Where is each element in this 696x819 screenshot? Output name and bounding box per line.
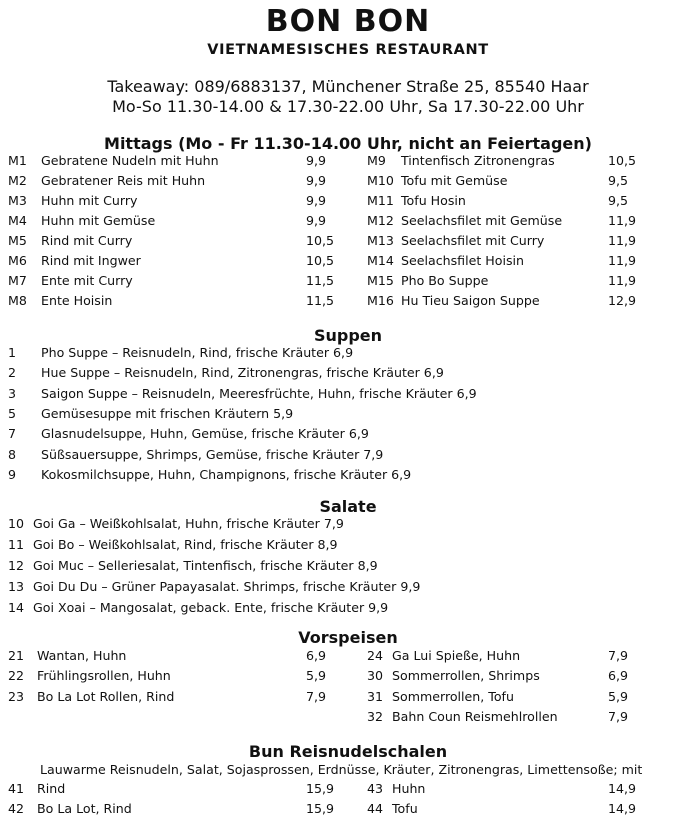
menu-item-code: M15 (367, 273, 394, 288)
menu-item (0, 779, 696, 799)
menu-item (0, 191, 696, 211)
menu-item-text: Goi Muc – Selleriesalat, Tintenfisch, frische Kräuter 8,9 (33, 558, 378, 573)
menu-item-name: Bahn Coun Reismehlrollen (392, 708, 558, 724)
menu-item-text: Süßsauersuppe, Shrimps, Gemüse, frische Kräuter 7,9 (41, 446, 384, 462)
menu-item-name: Ente mit Curry (41, 273, 133, 288)
section-title-salate: Salate (319, 497, 377, 516)
menu-item-price: 9,9 (306, 193, 327, 208)
menu-item-price: 11,9 (608, 233, 637, 248)
menu-item-name: Frühlingsrollen, Huhn (37, 668, 171, 684)
menu-item-price: 5,9 (306, 668, 327, 684)
menu-item-price: 11,9 (608, 273, 637, 288)
menu-item (0, 424, 696, 444)
menu-item (0, 666, 696, 686)
menu-item-code: 10 (8, 516, 25, 531)
menu-item-name: Gebratener Reis mit Huhn (41, 173, 206, 188)
menu-item-price: 11,5 (306, 273, 335, 288)
menu-item-price: 11,9 (608, 213, 637, 228)
menu-item-code: M12 (367, 213, 394, 228)
menu-item-text: Hue Suppe – Reisnudeln, Rind, Zitronengras, frische Kräuter 6,9 (41, 365, 444, 381)
menu-item-text: Glasnudelsuppe, Huhn, Gemüse, frische Kräuter 6,9 (41, 426, 369, 442)
menu-item-code: M11 (367, 193, 394, 208)
bun-description: Lauwarme Reisnudeln, Salat, Sojasprossen, Erdnüsse, Kräuter, Zitronengras, Limettensoße; mit (40, 762, 643, 777)
menu-item-price: 5,9 (608, 688, 629, 704)
menu-item-name: Ente Hoisin (41, 293, 113, 308)
menu-item-code: 7 (8, 426, 17, 442)
menu-item-code: M14 (367, 253, 394, 268)
menu-item-price: 9,9 (306, 173, 327, 188)
menu-item-code: 24 (367, 648, 384, 663)
menu-item-name: Pho Bo Suppe (401, 273, 489, 288)
menu-item (0, 251, 696, 271)
menu-item-price: 10,5 (306, 233, 335, 248)
menu-item-code: 23 (8, 688, 25, 704)
menu-item-name: Bo La Lot Rollen, Rind (37, 688, 175, 704)
menu-item-name: Huhn mit Curry (41, 193, 138, 208)
menu-item-code: M3 (8, 193, 27, 208)
menu-item (0, 445, 696, 465)
menu-item-code: 43 (367, 781, 384, 796)
menu-item-name: Rind (37, 781, 66, 796)
menu-item-price: 6,9 (306, 648, 327, 663)
menu-item-code: 12 (8, 558, 25, 573)
menu-item (0, 171, 696, 191)
menu-item-text: Pho Suppe – Reisnudeln, Rind, frische Kräuter 6,9 (41, 345, 354, 360)
menu-item (0, 404, 696, 424)
menu-item (0, 687, 696, 707)
menu-item-name: Seelachsfilet mit Curry (401, 233, 545, 248)
menu-item-name: Tofu Hosin (401, 193, 466, 208)
menu-item-price: 9,5 (608, 193, 629, 208)
menu-item-price: 7,9 (608, 648, 629, 663)
menu-item (0, 707, 696, 727)
menu-item (0, 577, 696, 597)
menu-item (0, 514, 696, 534)
menu-item-code: 30 (367, 668, 384, 684)
menu-item-name: Sommerrollen, Tofu (392, 688, 514, 704)
menu-item-name: Tintenfisch Zitronengras (401, 153, 555, 168)
menu-item-price: 7,9 (306, 688, 327, 704)
menu-item-code: 1 (8, 345, 17, 360)
menu-item-price: 10,5 (608, 153, 637, 168)
menu-item-code: 5 (8, 405, 17, 421)
menu-item-price: 15,9 (306, 781, 335, 796)
menu-item-code: 22 (8, 668, 25, 684)
menu-item-name: Rind mit Curry (41, 233, 133, 248)
menu-item-price: 9,9 (306, 153, 327, 168)
menu-item-price: 14,9 (608, 781, 637, 796)
menu-item (0, 211, 696, 231)
menu-item (0, 799, 696, 819)
section-title-mittags: Mittags (Mo - Fr 11.30-14.00 Uhr, nicht an Feiertagen) (104, 134, 592, 153)
menu-item-price: 12,9 (608, 293, 637, 308)
opening-hours: Mo-So 11.30-14.00 & 17.30-22.00 Uhr, Sa 17.30-22.00 Uhr (112, 97, 584, 116)
menu-item (0, 343, 696, 363)
menu-item-text: Goi Bo – Weißkohlsalat, Rind, frische Kräuter 8,9 (33, 537, 338, 552)
menu-item-code: 13 (8, 579, 25, 594)
menu-item-price: 10,5 (306, 253, 335, 268)
menu-item (0, 646, 696, 666)
menu-item-name: Bo La Lot, Rind (37, 801, 132, 816)
section-title-suppen: Suppen (313, 326, 383, 345)
menu-item-code: 9 (8, 466, 17, 482)
menu-item (0, 535, 696, 555)
menu-item-code: 31 (367, 688, 384, 704)
menu-item-code: 42 (8, 801, 25, 816)
menu-item-price: 11,5 (306, 293, 335, 308)
menu-item-code: M8 (8, 293, 27, 308)
menu-item-price: 11,9 (608, 253, 637, 268)
menu-item-code: 32 (367, 708, 384, 724)
menu-item-name: Rind mit Ingwer (41, 253, 141, 268)
menu-item-code: 2 (8, 365, 17, 381)
menu-item-code: 14 (8, 600, 25, 615)
menu-item-price: 9,9 (306, 213, 327, 228)
menu-item (0, 271, 696, 291)
menu-item-name: Seelachsfilet Hoisin (401, 253, 525, 268)
menu-item-text: Gemüsesuppe mit frischen Kräutern 5,9 (41, 405, 294, 421)
menu-item (0, 465, 696, 485)
section-title-bun: Bun Reisnudelschalen (248, 742, 448, 761)
menu-item-code: 41 (8, 781, 25, 796)
menu-item-name: Huhn mit Gemüse (41, 213, 156, 228)
menu-item-price: 9,5 (608, 173, 629, 188)
menu-item-code: M16 (367, 293, 394, 308)
menu-item-name: Ga Lui Spieße, Huhn (392, 648, 521, 663)
menu-item-price: 15,9 (306, 801, 335, 816)
menu-item-name: Hu Tieu Saigon Suppe (401, 293, 540, 308)
menu-item-code: M1 (8, 153, 27, 168)
menu-item-code: M9 (367, 153, 386, 168)
menu-item-name: Seelachsfilet mit Gemüse (401, 213, 563, 228)
menu-item-name: Wantan, Huhn (37, 648, 127, 663)
restaurant-name: BON BON (265, 4, 431, 39)
contact-line: Takeaway: 089/6883137, Münchener Straße 25, 85540 Haar (107, 77, 589, 96)
menu-item-text: Kokosmilchsuppe, Huhn, Champignons, frische Kräuter 6,9 (41, 466, 412, 482)
menu-item (0, 556, 696, 576)
menu-item (0, 291, 696, 311)
menu-item-code: M7 (8, 273, 27, 288)
menu-item-text: Goi Du Du – Grüner Papayasalat. Shrimps, frische Kräuter 9,9 (33, 579, 421, 594)
menu-item (0, 598, 696, 618)
menu-item-name: Gebratene Nudeln mit Huhn (41, 153, 219, 168)
menu-item-name: Sommerrollen, Shrimps (392, 668, 540, 684)
menu-item-name: Huhn (392, 781, 426, 796)
menu-item (0, 231, 696, 251)
menu-item-price: 14,9 (608, 801, 637, 816)
menu-item-code: M13 (367, 233, 394, 248)
menu-item-text: Goi Ga – Weißkohlsalat, Huhn, frische Kräuter 7,9 (33, 516, 344, 531)
menu-item-code: 21 (8, 648, 25, 663)
menu-item-price: 6,9 (608, 668, 629, 684)
menu-item-code: M2 (8, 173, 27, 188)
menu-item-code: M4 (8, 213, 27, 228)
menu-item-name: Tofu (392, 801, 418, 816)
menu-item-code: M5 (8, 233, 27, 248)
menu-item-code: 8 (8, 446, 17, 462)
menu-item-code: M10 (367, 173, 394, 188)
section-title-vorspeisen: Vorspeisen (298, 628, 398, 647)
menu-item (0, 151, 696, 171)
menu-item-code: 44 (367, 801, 384, 816)
menu-item-name: Tofu mit Gemüse (401, 173, 508, 188)
menu-item-text: Goi Xoai – Mangosalat, geback. Ente, frische Kräuter 9,9 (33, 600, 389, 615)
restaurant-subtitle: VIETNAMESISCHES RESTAURANT (207, 42, 489, 58)
menu-item-code: 3 (8, 385, 17, 401)
menu-item-code: 11 (8, 537, 25, 552)
menu-item-price: 7,9 (608, 708, 629, 724)
menu-item (0, 384, 696, 404)
menu-item-text: Saigon Suppe – Reisnudeln, Meeresfrüchte, Huhn, frische Kräuter 6,9 (41, 385, 477, 401)
menu-item (0, 363, 696, 383)
menu-item-code: M6 (8, 253, 27, 268)
